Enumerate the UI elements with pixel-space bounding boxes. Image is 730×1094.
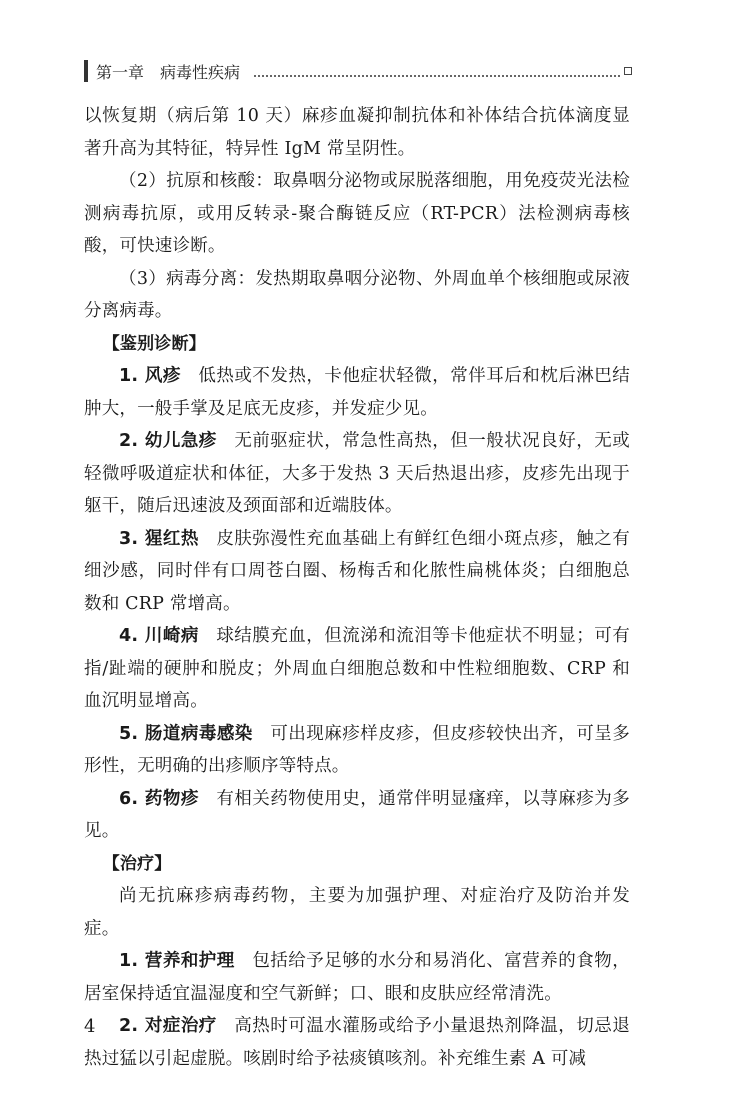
paragraph-text: （2）抗原和核酸：取鼻咽分泌物或尿脱落细胞，用免疫荧光法检测病毒抗原，或用反转录-聚合酶链反应（RT-PCR）法检测病毒核酸，可快速诊断。	[84, 171, 630, 256]
body-paragraph	[84, 718, 630, 783]
paragraph-bold-term: 4. 川崎病	[119, 626, 199, 646]
body-paragraph	[84, 425, 630, 523]
paragraph-bold-term: 1. 风疹	[119, 366, 181, 386]
section-heading: 【治疗】	[102, 853, 172, 874]
paragraph-text: （3）病毒分离：发热期取鼻咽分泌物、外周血单个核细胞或尿液分离病毒。	[84, 268, 630, 321]
paragraph-text: 以恢复期（病后第 10 天）麻疹血凝抑制抗体和补体结合抗体滴度显著升高为其特征，特异性 IgM 常呈阴性。	[84, 106, 630, 159]
running-header	[84, 56, 632, 86]
header-dotted-rule	[254, 65, 620, 77]
paragraph-text: 高热时可温水灌肠或给予小量退热剂降温，切忌退热过猛以引起虚脱。咳剧时给予祛痰镇咳剂。补充维生素 A 可减	[84, 1016, 630, 1069]
paragraph-bold-term: 3. 猩红热	[119, 528, 199, 549]
paragraph-text: 无前驱症状，常急性高热，但一般状况良好，无或轻微呼吸道症状和体征，大多于发热 3 天后热退出疹，皮疹先出现于躯干，随后迅速波及颈面部和近端肢体。	[84, 431, 630, 516]
paragraph-text: 皮肤弥漫性充血基础上有鲜红色细小斑点疹，触之有细沙感，同时伴有口周苍白圈、杨梅舌和化脓性扁桃体炎；白细胞总数和 CRP 常增高。	[84, 528, 630, 614]
body-paragraph	[84, 165, 630, 263]
header-chapter: 第一章	[96, 62, 145, 82]
paragraph-text: 尚无抗麻疹病毒药物，主要为加强护理、对症治疗及防治并发症。	[84, 886, 630, 939]
paragraph-text: 球结膜充血，但流涕和流泪等卡他症状不明显；可有指/趾端的硬肿和脱皮；外周血白细胞总数和中性粒细胞数、CRP 和血沉明显增高。	[84, 626, 630, 711]
paragraph-text: 有相关药物使用史，通常伴明显瘙痒，以荨麻疹为多见。	[84, 788, 630, 841]
page-body	[84, 100, 630, 1075]
body-paragraph	[84, 1010, 630, 1075]
paragraph-text: 包括给予足够的水分和易消化、富营养的食物，居室保持适宜温湿度和空气新鲜；口、眼和皮肤应经常清洗。	[84, 951, 630, 1004]
body-paragraph	[84, 263, 630, 328]
page-number: 4	[84, 1016, 96, 1037]
header-end-mark	[624, 67, 632, 75]
paragraph-bold-term: 2. 幼儿急疹	[119, 431, 217, 451]
paragraph-bold-term: 6. 药物疹	[119, 788, 199, 809]
paragraph-bold-term: 5. 肠道病毒感染	[119, 723, 253, 744]
body-paragraph	[84, 360, 630, 425]
section-heading: 【鉴别诊断】	[102, 333, 206, 354]
paragraph-text: 可出现麻疹样皮疹，但皮疹较快出齐，可呈多形性，无明确的出疹顺序等特点。	[84, 723, 630, 776]
body-paragraph	[84, 880, 630, 945]
paragraph-bold-term: 2. 对症治疗	[119, 1016, 217, 1036]
paragraph-bold-term: 1. 营养和护理	[119, 951, 235, 971]
paragraph-text: 低热或不发热，卡他症状轻微，常伴耳后和枕后淋巴结肿大，一般手掌及足底无皮疹，并发症少见。	[84, 366, 630, 419]
body-paragraph	[84, 523, 630, 621]
body-paragraph	[84, 100, 630, 165]
header-title: 病毒性疾病	[160, 62, 241, 82]
header-bar	[84, 60, 88, 82]
body-paragraph	[84, 783, 630, 848]
body-paragraph	[84, 620, 630, 718]
body-paragraph	[84, 945, 630, 1010]
